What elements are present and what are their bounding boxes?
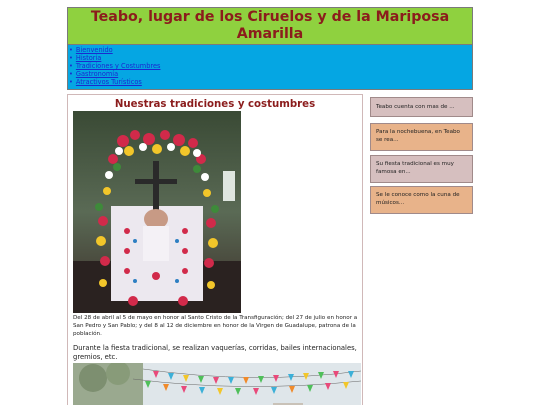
main-nav xyxy=(67,45,473,90)
sidebar-card-text: Su fiesta tradicional es muy famosa en... xyxy=(376,161,454,176)
sidebar-card-fiesta[interactable] xyxy=(370,155,473,183)
nav-item-tradiciones xyxy=(68,62,472,70)
nav-item-atractivos xyxy=(68,78,472,86)
nav-item-bienvenido xyxy=(68,46,472,54)
nav-link-historia[interactable]: Historia xyxy=(75,54,102,62)
bullet-icon: • xyxy=(69,70,73,78)
nav-item-historia xyxy=(68,54,472,62)
festivities-paragraph: Del 28 de abril al 5 de mayo en honor al Santo Cristo de la Transfiguración; del 27 de julio en honor a San Pedro y San Pablo; y del 8 al 12 de diciembre en honor de la Virgen de Guadalupe, patrona de la población. xyxy=(73,315,358,337)
altar-photo-graphic xyxy=(73,111,241,313)
festival-banners-photo xyxy=(73,363,361,405)
sidebar-card-musicos-count[interactable] xyxy=(370,97,473,117)
bullet-icon: • xyxy=(69,78,73,86)
nav-link-atractivos[interactable]: Atractivos Turísticos xyxy=(75,78,142,86)
section-heading: Nuestras tradiciones y costumbres xyxy=(114,99,316,110)
site-header xyxy=(67,7,473,45)
banners-photo-graphic xyxy=(73,363,361,405)
site-title: Teabo, lugar de los Ciruelos y de la Mariposa Amarilla xyxy=(90,9,450,42)
nav-link-gastronomia[interactable]: Gastronomía xyxy=(75,70,119,78)
nav-item-gastronomia xyxy=(68,70,472,78)
bullet-icon: • xyxy=(69,62,73,70)
nav-list xyxy=(68,46,472,86)
sidebar-card-cuna-musicos[interactable] xyxy=(370,186,473,214)
sidebar-card-text: Teabo cuenta con mas de ... xyxy=(376,103,455,110)
sidebar-card-text: Para la nochebuena, en Teabo se rea... xyxy=(376,129,460,144)
nav-link-bienvenido[interactable]: Bienvenido xyxy=(75,46,113,54)
altar-flowers-photo xyxy=(73,111,241,313)
traditions-paragraph: Durante la fiesta tradicional, se realizan vaquerías, corridas, bailes internacionales, gremios, etc. xyxy=(73,344,357,361)
nav-link-tradiciones[interactable]: Tradiciones y Costumbres xyxy=(75,62,161,70)
sidebar-card-nochebuena[interactable] xyxy=(370,123,473,151)
bullet-icon: • xyxy=(69,54,73,62)
main-content xyxy=(67,94,363,405)
sidebar-card-text: Se le conoce como la cuna de músicos... xyxy=(376,192,460,207)
bullet-icon: • xyxy=(69,46,73,54)
